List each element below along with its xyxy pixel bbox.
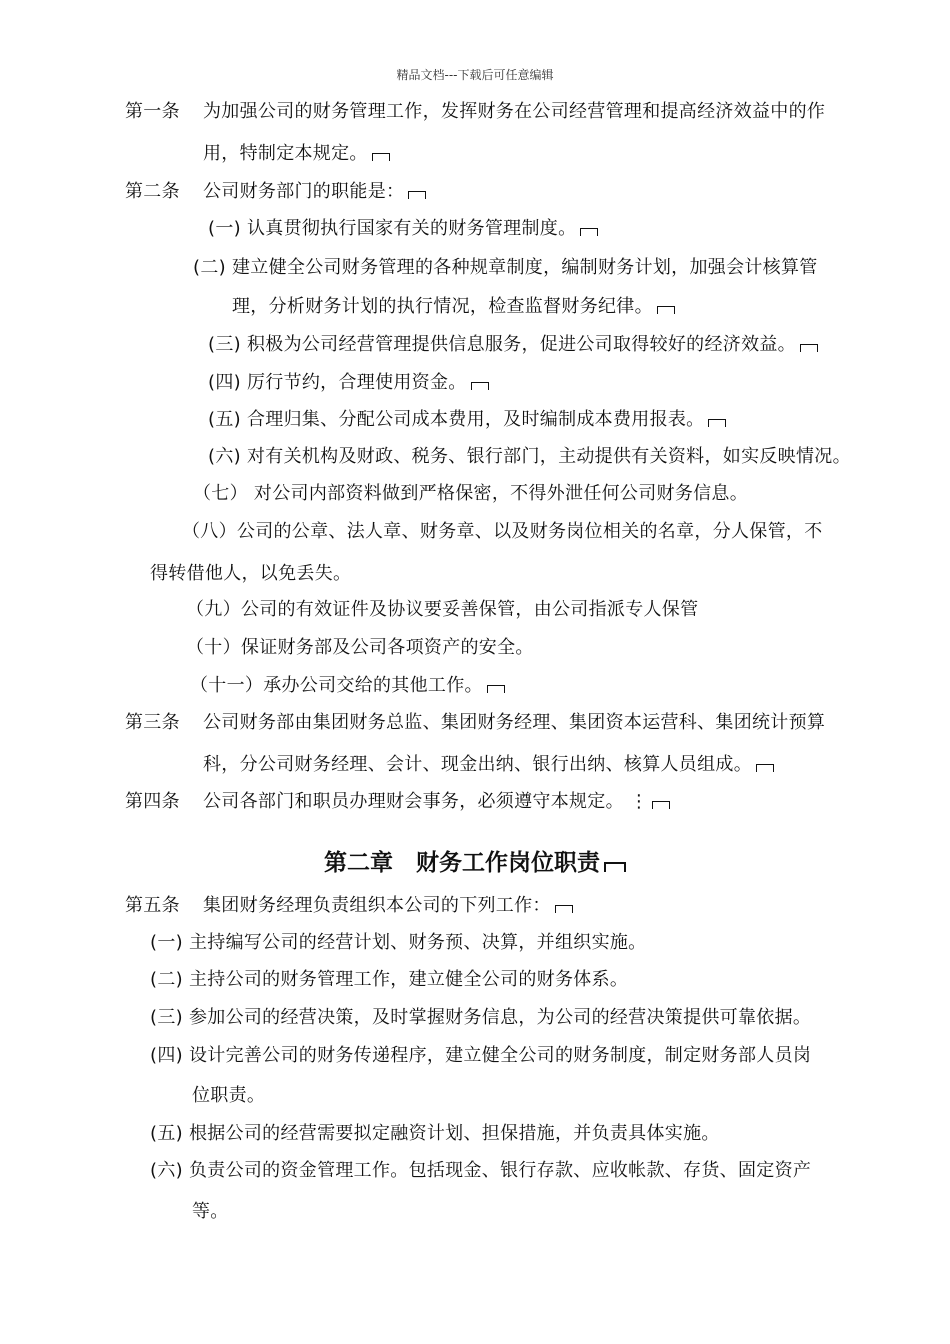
function-item-6 [208,445,851,469]
function-text: （十一）承办公司交给的其他工作。 [190,675,483,696]
paragraph-mark-icon [756,764,774,772]
function-text: (三) 积极为公司经营管理提供信息服务，促进公司取得较好的经济效益。 [208,334,796,355]
article-4-label: 第四条 [125,791,180,812]
article-5-text: 集团财务经理负责组织本公司的下列工作： [203,895,551,916]
article-3-text-cont: 科，分公司财务经理、会计、现金出纳、银行出纳、核算人员组成。 [203,754,752,775]
duty-text: (三) 参加公司的经营决策，及时掌握财务信息，为公司的经营决策提供可靠依据。 [150,1007,812,1028]
function-item-5 [208,408,726,432]
function-item-4 [208,371,489,395]
function-text: (四) 厉行节约，合理使用资金。 [208,372,467,393]
function-text: (五) 合理归集、分配公司成本费用，及时编制成本费用报表。 [208,409,705,430]
article-1-line-2 [203,142,390,166]
duty-item-4 [150,1044,811,1068]
chapter-2-title [0,848,950,878]
function-text: 得转借他人，以免丢失。 [150,563,352,584]
function-item-3 [208,333,818,357]
paragraph-mark-icon [555,905,573,913]
article-1-label: 第一条 [125,101,180,122]
article-1-line-1 [125,100,825,124]
article-2 [125,180,426,204]
function-text: （七） 对公司内部资料做到严格保密，不得外泄任何公司财务信息。 [193,483,749,504]
function-item-1 [208,217,598,241]
function-text: (二) 建立健全公司财务管理的各种规章制度，编制财务计划，加强会计核算管 [193,257,818,278]
duty-item-6-cont [192,1200,229,1224]
article-4 [125,790,670,814]
article-1-text: 为加强公司的财务管理工作，发挥财务在公司经营管理和提高经济效益中的作 [203,101,826,122]
article-3-line-2 [203,753,774,777]
paragraph-mark-icon [604,862,626,872]
article-5-label: 第五条 [125,895,180,916]
duty-text: (四) 设计完善公司的财务传递程序，建立健全公司的财务制度，制定财务部人员岗 [150,1045,812,1066]
paragraph-mark-icon [652,801,670,809]
duty-text: (一) 主持编写公司的经营计划、财务预、决算，并组织实施。 [150,932,647,953]
function-item-8-cont [150,562,351,586]
function-text: （十）保证财务部及公司各项资产的安全。 [186,637,534,658]
duty-item-3 [150,1006,811,1030]
paragraph-mark-icon [580,228,598,236]
paragraph-mark-icon [657,306,675,314]
article-1-text-cont: 用，特制定本规定。 [203,143,368,164]
paragraph-mark-icon [408,191,426,199]
function-item-7 [193,482,748,506]
duty-item-5 [150,1122,720,1146]
chapter-title-text: 第二章 财务工作岗位职责 [324,850,600,876]
article-2-text: 公司财务部门的职能是： [203,181,405,202]
duty-item-1 [150,931,646,955]
duty-text: (六) 负责公司的资金管理工作。包括现金、银行存款、应收帐款、存货、固定资产 [150,1160,812,1181]
article-3-label: 第三条 [125,712,180,733]
function-text: 理，分析财务计划的执行情况，检查监督财务纪律。 [232,296,653,317]
article-3-line-1 [125,711,825,735]
paragraph-mark-icon [372,153,390,161]
function-text: （九）公司的有效证件及协议要妥善保管，由公司指派专人保管 [186,599,699,620]
duty-item-2 [150,968,628,992]
article-3-text: 公司财务部由集团财务总监、集团财务经理、集团资本运营科、集团统计预算 [203,712,826,733]
article-2-label: 第二条 [125,181,180,202]
article-5 [125,894,573,918]
article-4-text: 公司各部门和职员办理财会事务，必须遵守本规定。 ⋮ [203,791,649,812]
function-text: (六) 对有关机构及财政、税务、银行部门，主动提供有关资料，如实反映情况。 [208,446,851,467]
function-item-2-cont [232,295,675,319]
function-item-8 [182,520,823,544]
duty-item-6 [150,1159,811,1183]
duty-text: 等。 [192,1201,229,1222]
duty-item-4-cont [192,1084,265,1108]
paragraph-mark-icon [471,382,489,390]
function-item-2 [193,256,818,280]
paragraph-mark-icon [708,419,726,427]
function-item-11 [190,674,505,698]
duty-text: 位职责。 [192,1085,266,1106]
duty-text: (五) 根据公司的经营需要拟定融资计划、担保措施，并负责具体实施。 [150,1123,720,1144]
function-item-10 [186,636,534,660]
paragraph-mark-icon [487,685,505,693]
function-item-9 [186,598,698,622]
page-header: 精品文档---下载后可任意编辑 [396,68,554,82]
function-text: (一) 认真贯彻执行国家有关的财务管理制度。 [208,218,577,239]
duty-text: (二) 主持公司的财务管理工作，建立健全公司的财务体系。 [150,969,629,990]
function-text: （八）公司的公章、法人章、财务章、以及财务岗位相关的名章，分人保管，不 [182,521,823,542]
paragraph-mark-icon [800,344,818,352]
